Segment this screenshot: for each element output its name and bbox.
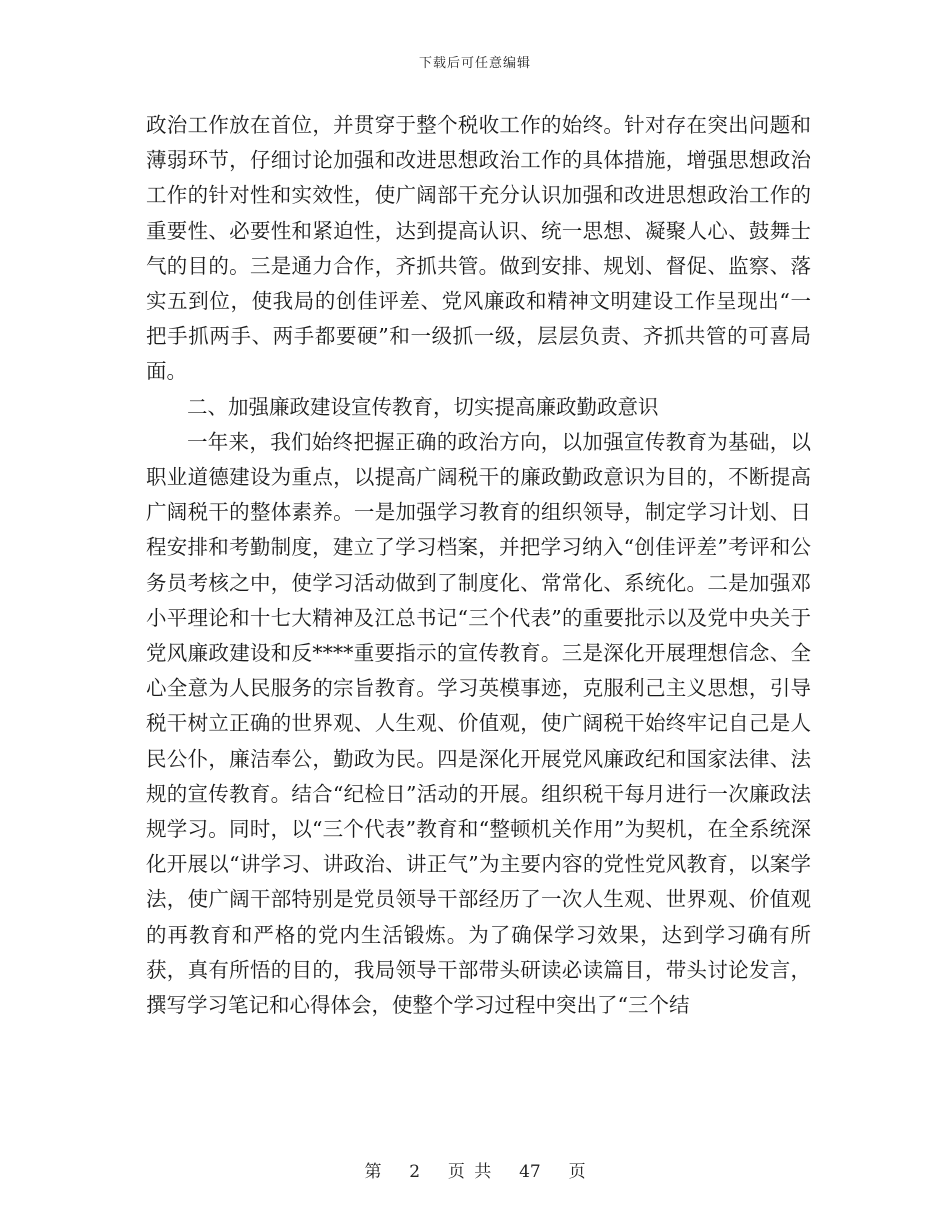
total-page-count: 47 (519, 1162, 541, 1182)
footer-suffix: 页 (568, 1162, 586, 1182)
section-heading: 二、加强廉政建设宣传教育，切实提高廉政勤政意识 (187, 394, 659, 419)
current-page-number: 2 (409, 1162, 421, 1182)
paragraph-section-two: 一年来，我们始终把握正确的政治方向，以加强宣传教育为基础，以职业道德建设为重点，以提高广阔税干的廉政勤政意识为目的，不断提高广阔税干的整体素养。一是加强学习教育的组织领导，制定学习计划、日程安排和考勤制度，建立了学习档案，并把学习纳入“创佳评差”考评和公务员考核之中，使学习活动做到了制度化、常常化、系统化。二是加强邓小平理论和十七大精神及江总书记“三个代表”的重要批示以及党中央关于党风廉政建设和反****重要指示的宣传教育。三是深化开展理想信念、全心全意为人民服务的宗旨教育。学习英模事迹，克服利己主义思想，引导税干树立正确的世界观、人生观、价值观，使广阔税干始终牢记自己是人民公仆，廉洁奉公，勤政为民。四是深化开展党风廉政纪和国家法律、法规的宣传教育。结合“纪检日”活动的开展。组织税干每月进行一次廉政法规学习。同时，以“三个代表”教育和“整顿机关作用”为契机，在全系统深化开展以“讲学习、讲政治、讲正气”为主要内容的党性党风教育，以案学法，使广阔干部特别是党员领导干部经历了一次人生观、世界观、价值观的再教育和严格的党内生活锻炼。为了确保学习效果，达到学习确有所获，真有所悟的目的，我局领导干部带头研读必读篇目，带头讨论发言，撰写学习笔记和心得体会，使整个学习过程中突出了“三个结 (146, 429, 811, 1018)
footer-middle: 页 共 (447, 1162, 492, 1182)
document-body (146, 108, 811, 1023)
paragraph-continued: 政治工作放在首位，并贯穿于整个税收工作的始终。针对存在突出问题和薄弱环节，仔细讨论加强和改进思想政治工作的具体措施，增强思想政治工作的针对性和实效性，使广阔部干充分认识加强和改进思想政治工作的重要性、必要性和紧迫性，达到提高认识、统一思想、凝聚人心、鼓舞士气的目的。三是通力合作，齐抓共管。做到安排、规划、督促、监察、落实五到位，使我局的创佳评差、党风廉政和精神文明建设工作呈现出“一把手抓两手、两手都要硬”和一级抓一级，层层负责、齐抓共管的可喜局面。 (146, 113, 811, 384)
footer-prefix: 第 (364, 1162, 382, 1182)
page-footer (0, 1157, 950, 1182)
page-header-note: 下载后可任意编辑 (418, 56, 531, 71)
